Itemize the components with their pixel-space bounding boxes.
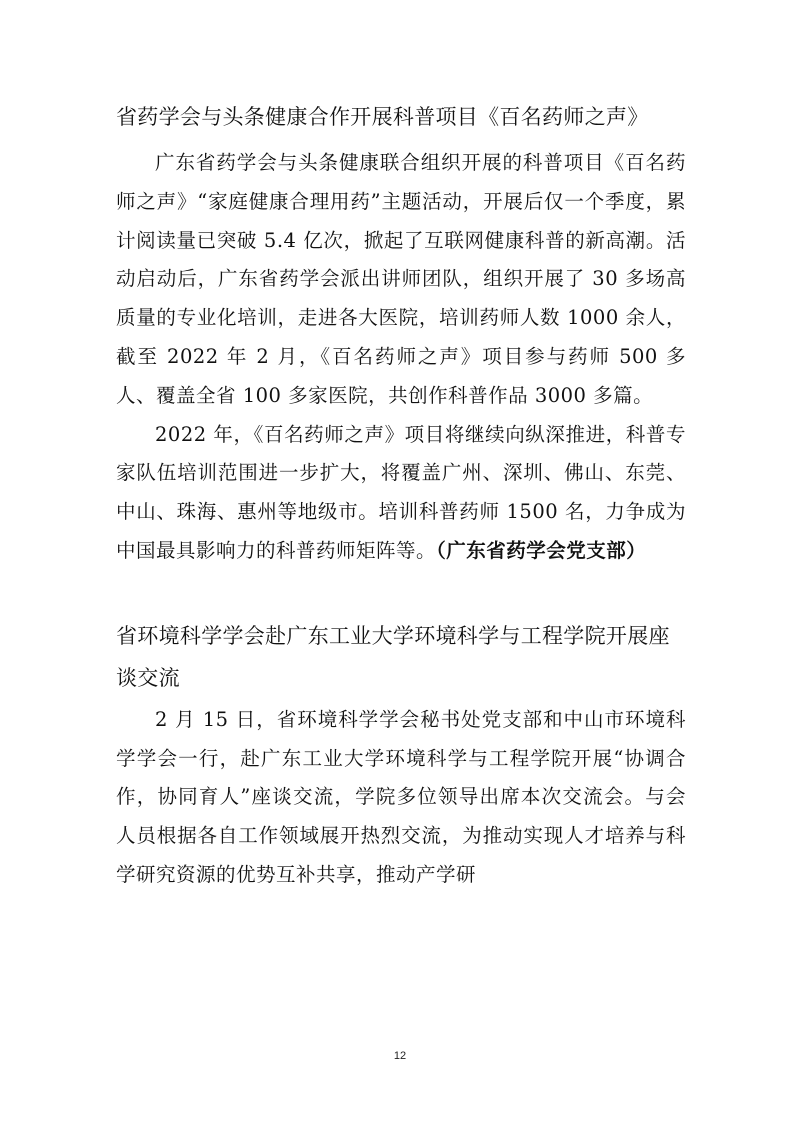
article-1-paragraph-2-text: 2022 年，《百名药师之声》项目将继续向纵深推进，科普专家队伍培训范围进一步扩大，将覆盖广州、深圳、佛山、东莞、中山、珠海、惠州等地级市。培训科普药师 1500 名，力争成为中国最具影响力的科普药师矩阵等。 <box>116 422 686 562</box>
article-2-title: 省环境科学学会赴广东工业大学环境科学与工程学院开展座谈交流 <box>116 623 670 690</box>
section-divider-space <box>116 571 686 615</box>
page-number: 12 <box>393 1050 407 1062</box>
article-1-paragraph-2 <box>116 416 686 571</box>
article-1-title: 省药学会与头条健康合作开展科普项目《百名药师之声》 <box>116 105 649 129</box>
document-page <box>116 96 686 895</box>
article-1-paragraph-1: 广东省药学会与头条健康联合组织开展的科普项目《百名药师之声》“家庭健康合理用药”主题活动，开展后仅一个季度，累计阅读量已突破 5.4 亿次，掀起了互联网健康科普的新高潮。活动启动后，广东省药学会派出讲师团队，组织开展了 30 多场高质量的专业化培训，走进各大医院，培训药师人数 1000 余人，截至 2022 年 2 月，《百名药师之声》项目参与药师 500 多人、覆盖全省 100 多家医院，共创作科普作品 3000 多篇。 <box>116 151 686 407</box>
article-2-paragraph-1: 2 月 15 日，省环境科学学会秘书处党支部和中山市环境科学学会一行，赴广东工业大学环境科学与工程学院开展“协调合作，协同育人”座谈交流，学院多位领导出席本次交流会。与会人员根据各自工作领域展开热烈交流，为推动实现人才培养与科学研究资源的优势互补共享，推动产学研 <box>116 707 686 886</box>
article-1-source: （广东省药学会党支部） <box>436 538 647 562</box>
